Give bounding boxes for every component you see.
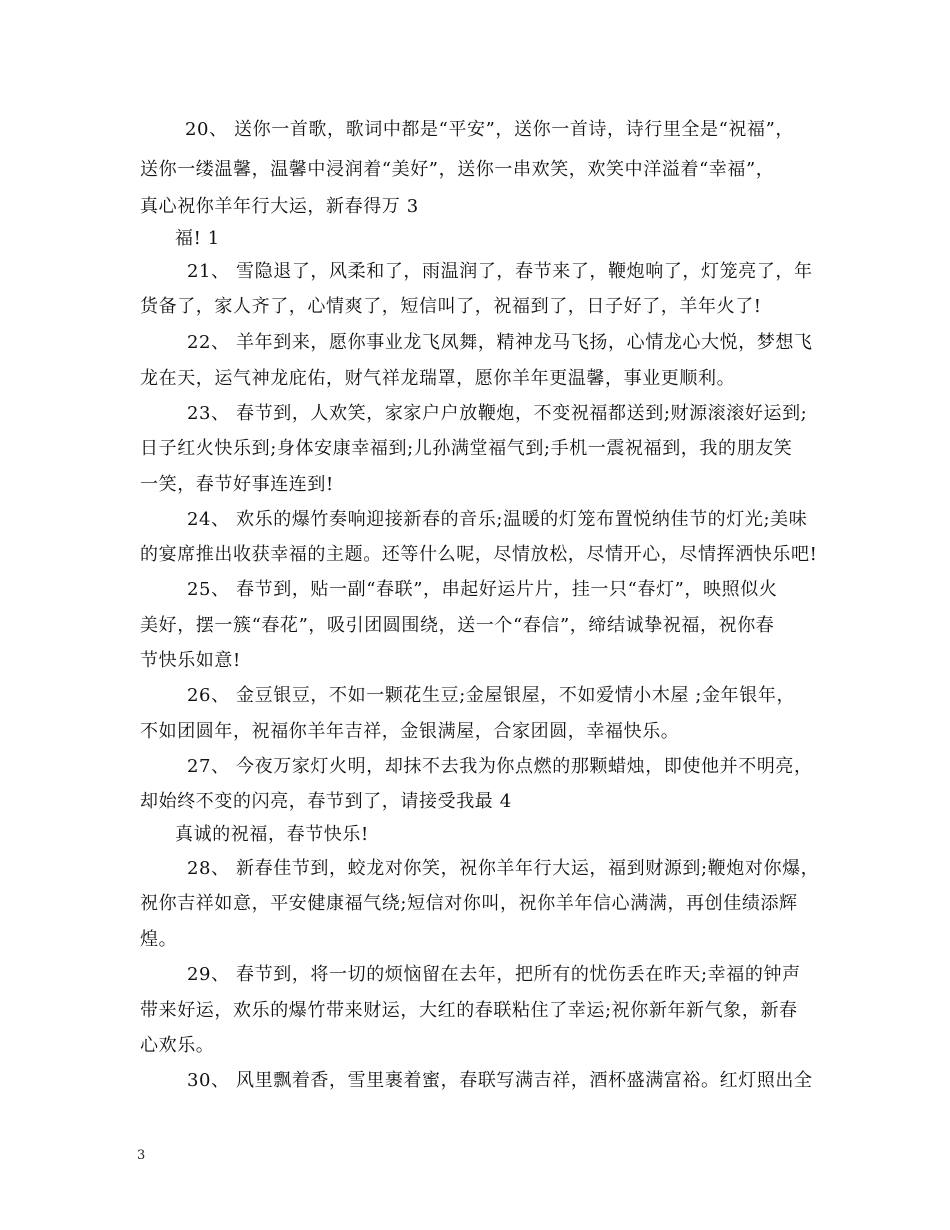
text-line: 货备了，家人齐了，心情爽了，短信叫了，祝福到了，日子好了，羊年火了! [140, 296, 762, 317]
text-line: 25、 春节到，贴一副“春联”，串起好运片片，挂一只“春灯”，映照似火 [187, 579, 778, 600]
text-line: 30、 风里飘着香，雪里裹着蜜，春联写满吉祥，酒杯盛满富裕。红灯照出全 [187, 1070, 813, 1091]
text-line: 带来好运，欢乐的爆竹带来财运，大红的春联粘住了幸运;祝你新年新气象，新春 [140, 1000, 798, 1021]
text-line: 22、 羊年到来，愿你事业龙飞凤舞，精神龙马飞扬，心情龙心大悦，梦想飞 [187, 332, 813, 353]
text-line: 心欢乐。 [140, 1035, 215, 1056]
text-line: 龙在天，运气神龙庇佑，财气祥龙瑞罩，愿你羊年更温馨，事业更顺利。 [140, 368, 736, 389]
text-line: 祝你吉祥如意，平安健康福气绕;短信对你叫，祝你羊年信心满满，再创佳绩添辉 [140, 893, 798, 914]
text-line: 送你一缕温馨，温馨中浸润着“美好”，送你一串欢笑，欢笑中洋溢着“幸福”， [140, 159, 775, 180]
text-line: 日子红火快乐到;身体安康幸福到;儿孙满堂福气到;手机一震祝福到，我的朋友笑 [140, 438, 793, 459]
text-line: 却始终不变的闪亮，春节到了，请接受我最 4 [140, 791, 512, 812]
text-line: 煌。 [140, 929, 178, 950]
text-line: 美好，摆一簇“春花”，吸引团圆围绕，送一个“春信”，缔结诚挚祝福，祝你春 [140, 615, 775, 636]
page-number: 3 [137, 1148, 146, 1163]
text-line: 不如团圆年，祝福你羊年吉祥，金银满屋，合家团圆，幸福快乐。 [140, 721, 680, 742]
text-line: 24、 欢乐的爆竹奏响迎接新春的音乐;温暖的灯笼布置悦纳佳节的灯光;美味 [187, 509, 808, 530]
text-line: 23、 春节到，人欢笑，家家户户放鞭炮，不变祝福都送到;财源滚滚好运到; [187, 403, 808, 424]
text-line: 26、 金豆银豆，不如一颗花生豆;金屋银屋，不如爱情小木屋 ;金年银年， [187, 685, 796, 706]
text-line: 29、 春节到，将一切的烦恼留在去年，把所有的忧伤丢在昨天;幸福的钟声 [187, 964, 801, 985]
text-line: 28、 新春佳节到，蛟龙对你笑，祝你羊年行大运，福到财源到;鞭炮对你爆， [187, 858, 820, 879]
text-line: 真诚的祝福，春节快乐! [175, 824, 369, 845]
text-line: 福! 1 [175, 228, 220, 249]
text-line: 27、 今夜万家灯火明，却抹不去我为你点燃的那颗蜡烛，即使他并不明亮， [187, 756, 813, 777]
text-line: 真心祝你羊年行大运，新春得万 3 [140, 196, 419, 217]
text-line: 21、 雪隐退了，风柔和了，雨温润了，春节来了，鞭炮响了，灯笼亮了，年 [187, 261, 813, 282]
text-line: 20、 送你一首歌，歌词中都是“平安”，送你一首诗，诗行里全是“祝福”， [185, 119, 795, 140]
text-line: 的宴席推出收获幸福的主题。还等什么呢，尽情放松，尽情开心，尽情挥洒快乐吧! [140, 544, 818, 565]
text-line: 节快乐如意! [140, 650, 241, 671]
text-line: 一笑，春节好事连连到! [140, 474, 334, 495]
